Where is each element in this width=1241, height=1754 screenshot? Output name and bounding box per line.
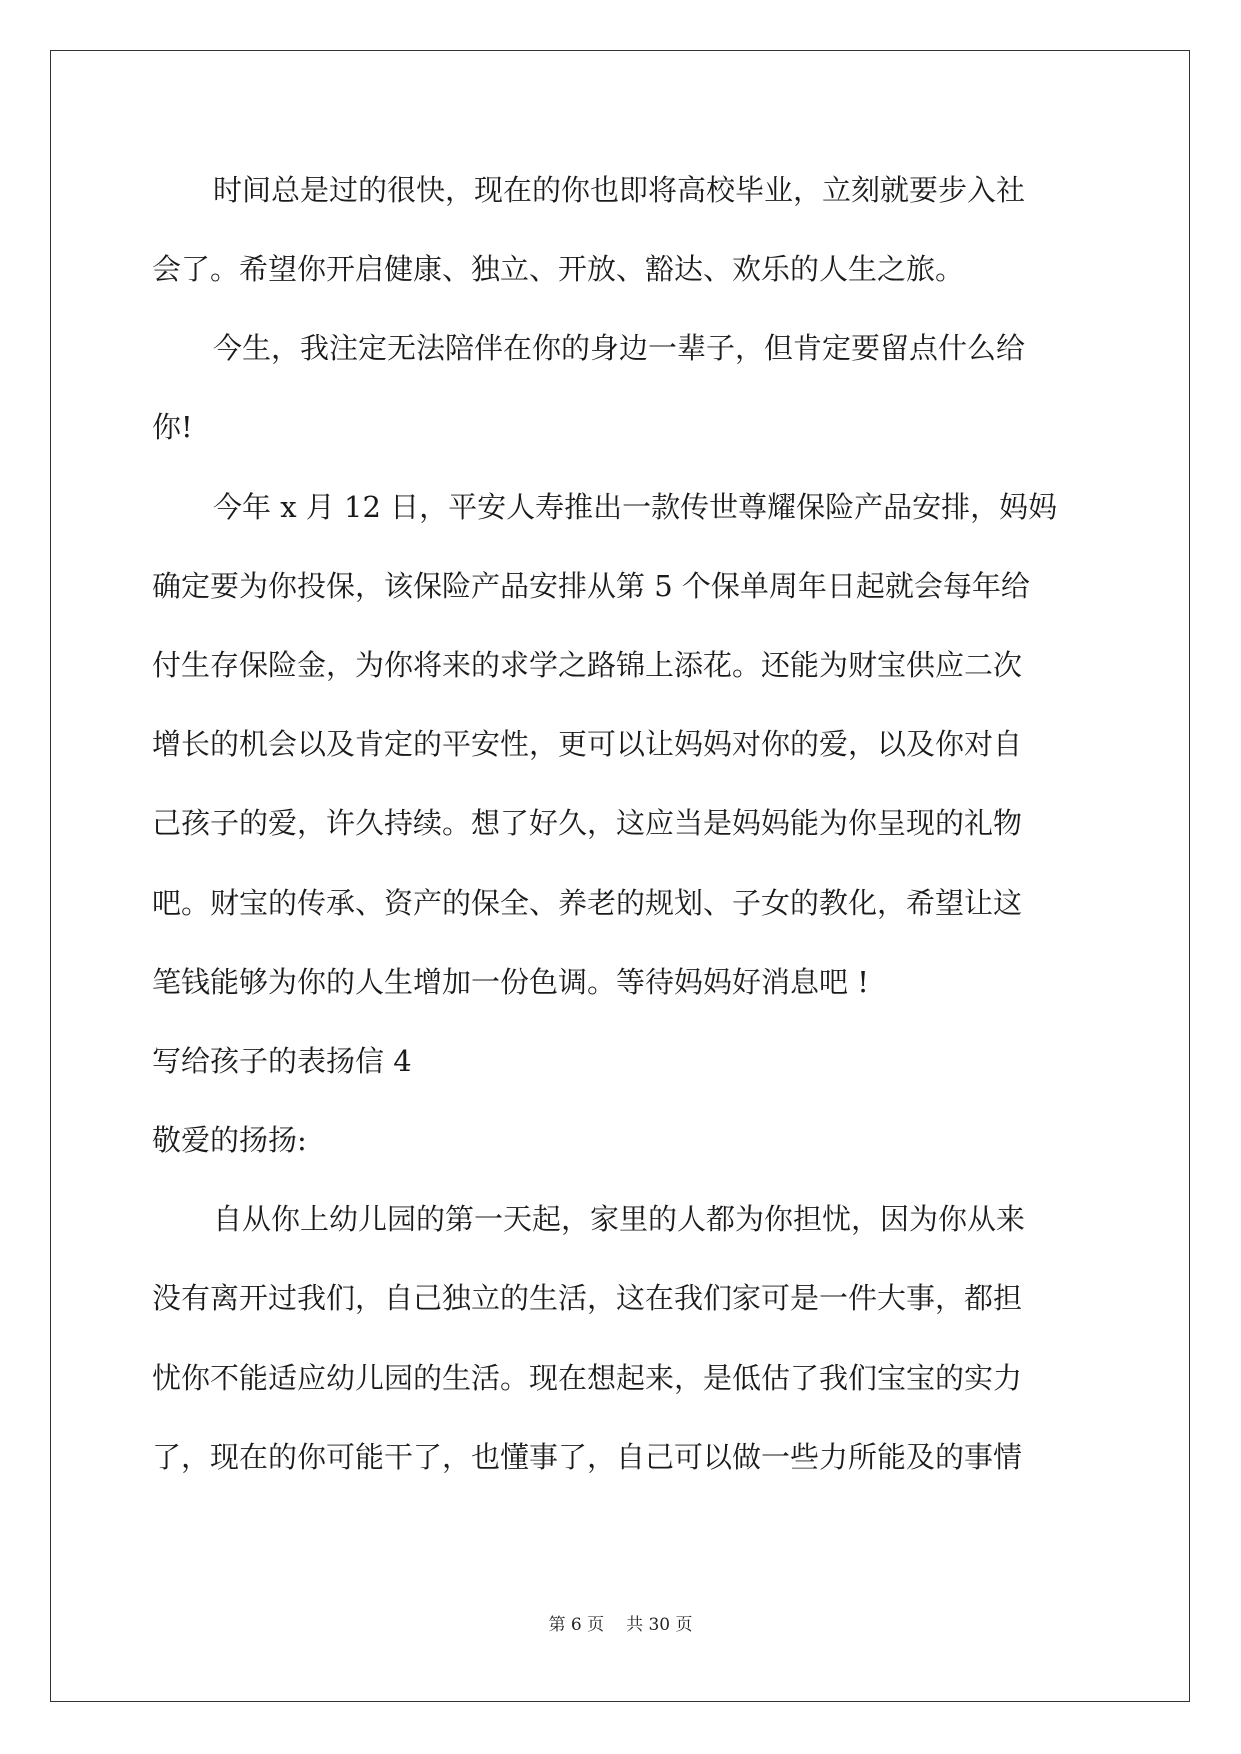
text-line: 确定要为你投保，该保险产品安排从第 5 个保单周年日起就会每年给 [152, 569, 1030, 603]
text-line: 会了。希望你开启健康、独立、开放、豁达、欢乐的人生之旅。 [152, 252, 965, 286]
text-line: 吧。财宝的传承、资产的保全、养老的规划、子女的教化，希望让这 [152, 886, 1023, 920]
page-footer [0, 1614, 1241, 1636]
salutation: 敬爱的扬扬: [152, 1123, 307, 1157]
text-line: 你! [152, 410, 193, 444]
text-line: 没有离开过我们，自己独立的生活，这在我们家可是一件大事，都担 [152, 1281, 1023, 1315]
text-line: 今年 x 月 12 日，平安人寿推出一款传世尊耀保险产品安排，妈妈 [213, 490, 1058, 524]
text-line: 笔钱能够为你的人生增加一份色调。等待妈妈好消息吧 ! [152, 965, 869, 999]
text-line: 自从你上幼儿园的第一天起，家里的人都为你担忧，因为你从来 [213, 1202, 1026, 1236]
text-line: 时间总是过的很快，现在的你也即将高校毕业，立刻就要步入社 [213, 173, 1026, 207]
text-line: 了，现在的你可能干了，也懂事了，自己可以做一些力所能及的事情 [152, 1440, 1023, 1474]
page-number: 第 6 页 [548, 1615, 605, 1635]
section-heading: 写给孩子的表扬信 4 [152, 1044, 412, 1078]
text-line: 己孩子的爱，许久持续。想了好久，这应当是妈妈能为你呈现的礼物 [152, 806, 1023, 840]
text-line: 忧你不能适应幼儿园的生活。现在想起来，是低估了我们宝宝的实力 [152, 1361, 1023, 1395]
page-total: 共 30 页 [626, 1615, 693, 1635]
text-line: 增长的机会以及肯定的平安性，更可以让妈妈对你的爱，以及你对自 [152, 727, 1023, 761]
text-line: 付生存保险金，为你将来的求学之路锦上添花。还能为财宝供应二次 [152, 648, 1023, 682]
text-line: 今生，我注定无法陪伴在你的身边一辈子，但肯定要留点什么给 [213, 331, 1026, 365]
